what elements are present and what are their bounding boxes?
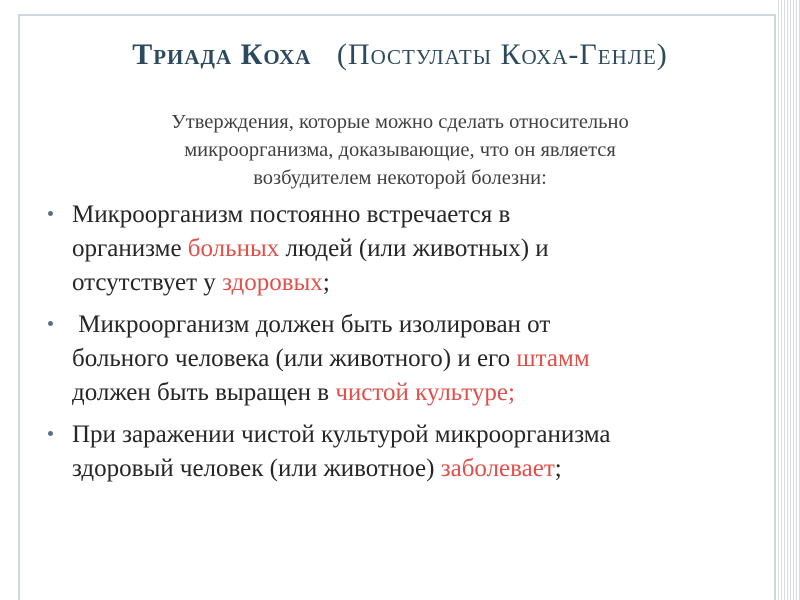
postulate-2-line-2 bbox=[72, 342, 768, 376]
text-run: больного человека (или животного) и его bbox=[72, 345, 517, 372]
bullet-dot-icon bbox=[48, 321, 53, 326]
decorative-stripe bbox=[778, 0, 800, 600]
slide-title bbox=[0, 38, 800, 72]
intro-text bbox=[0, 108, 800, 192]
text-run: организме bbox=[72, 235, 188, 262]
text-run: должен быть выращен в bbox=[72, 379, 336, 406]
postulate-2-line-3 bbox=[72, 376, 768, 410]
postulate-1 bbox=[48, 198, 768, 300]
text-run: здоровый человек (или животное) bbox=[72, 455, 441, 482]
text-run: ; bbox=[322, 269, 330, 296]
text-run: ; bbox=[554, 455, 562, 482]
highlight-gets-sick: заболевает bbox=[440, 455, 555, 482]
postulates-list bbox=[48, 198, 768, 494]
bullet-dot-icon bbox=[48, 211, 53, 216]
postulate-3-line-2 bbox=[72, 452, 768, 486]
highlight-pure-culture: чистой культуре; bbox=[335, 379, 515, 406]
title-subtitle: (Постулаты Коха-Генле) bbox=[336, 38, 668, 71]
postulate-2 bbox=[48, 308, 768, 410]
intro-line-2: микроорганизма, доказывающие, что он является bbox=[184, 139, 616, 161]
highlight-sick: больных bbox=[187, 235, 280, 262]
postulate-3 bbox=[48, 418, 768, 486]
postulate-1-line-1: Микроорганизм постоянно встречается в bbox=[72, 201, 511, 228]
highlight-strain: штамм bbox=[516, 345, 590, 372]
intro-line-3: возбудителем некоторой болезни: bbox=[253, 167, 547, 189]
text-run: людей (или животных) и bbox=[279, 235, 549, 262]
postulate-1-line-3 bbox=[72, 266, 768, 300]
text-run: отсутствует у bbox=[72, 269, 223, 296]
bullet-dot-icon bbox=[48, 431, 53, 436]
postulate-3-line-1: При заражении чистой культурой микроорганизма bbox=[72, 421, 611, 448]
intro-line-1: Утверждения, которые можно сделать относительно bbox=[171, 111, 629, 133]
highlight-healthy: здоровых bbox=[222, 269, 323, 296]
postulate-1-line-2 bbox=[72, 232, 768, 266]
postulate-2-line-1: Микроорганизм должен быть изолирован от bbox=[72, 311, 551, 338]
title-main: Триада Коха bbox=[132, 38, 312, 71]
